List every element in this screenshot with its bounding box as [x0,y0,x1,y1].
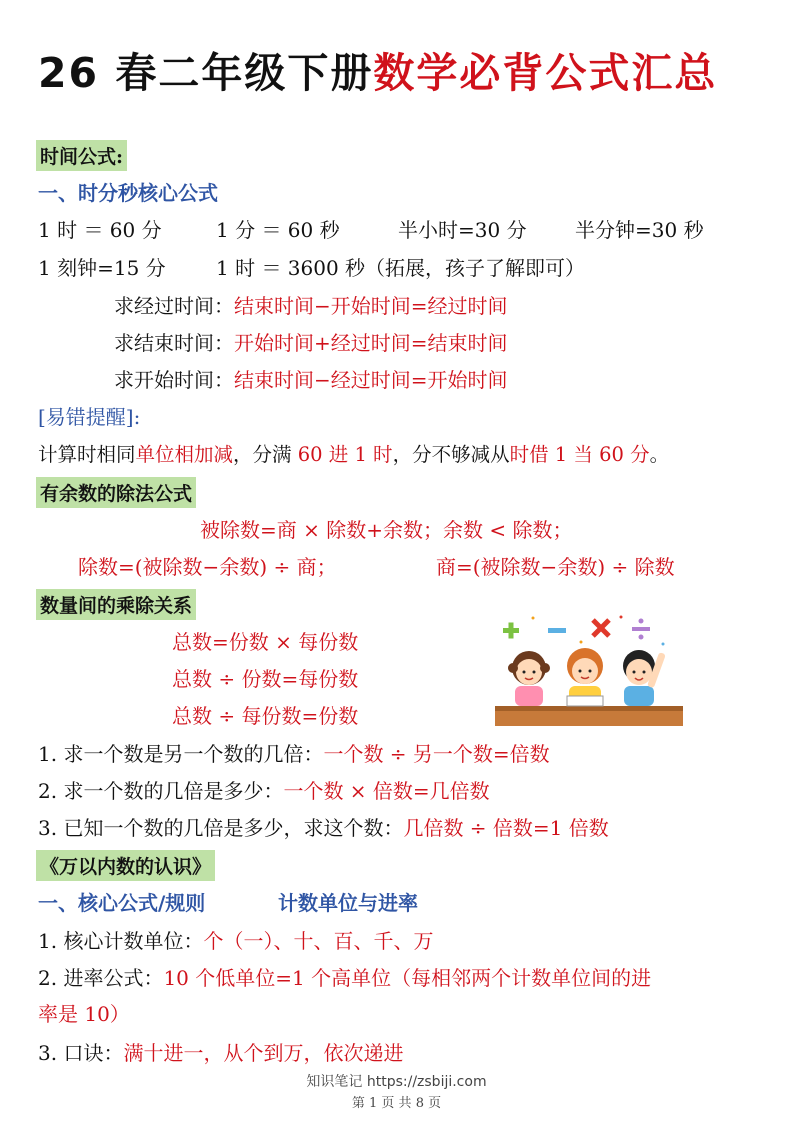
wan-point-2-cont: 率是 10） [38,1002,130,1026]
mult-formula-2: 总数 ÷ 份数=每份数 [172,667,359,691]
time-rule-2: 1 分 ＝ 60 秒 [216,218,340,242]
times-question-2 [38,775,490,804]
tip-text [38,439,669,467]
formula-label: 求开始时间： [114,368,234,392]
point-text: 满十进一，从个到万，依次递进 [123,1041,404,1065]
question-formula: 几倍数 ÷ 倍数=1 倍数 [403,816,609,840]
division-formula-2: 除数=(被除数−余数) ÷ 商； [78,555,337,579]
mult-section-header: 数量间的乘除关系 [36,589,196,620]
wan-subheading-b: 计数单位与进率 [278,891,418,915]
question-label: 3. 已知一个数的几倍是多少，求这个数： [38,816,404,840]
question-formula: 一个数 × 倍数=几倍数 [283,779,490,803]
point-text: 10 个低单位=1 个高单位（每相邻两个计数单位间的进 [163,966,652,990]
wan-point-1 [38,925,433,954]
footer-site: 知识笔记 https://zsbiji.com [306,1074,487,1090]
time-rule-3: 半小时=30 分 [398,218,527,242]
formula-label: 求经过时间： [114,294,234,318]
tip-label: [易错提醒]: [38,405,141,429]
time-subheading: 一、时分秒核心公式 [38,181,218,205]
child-left [508,651,550,706]
mult-formula-1: 总数=份数 × 每份数 [172,630,359,654]
question-label: 1. 求一个数是另一个数的几倍： [38,742,324,766]
formula-text: 结束时间−开始时间=经过时间 [234,294,508,318]
tip-part: 。 [649,443,670,466]
tip-part: 计算时相同 [38,443,136,466]
wan-point-3 [38,1037,403,1066]
mult-formula-3: 总数 ÷ 每份数=份数 [172,704,359,728]
wan-point-2 [38,962,651,991]
page-title [38,40,717,99]
wan-subheading: 一、核心公式/规则 [38,891,206,915]
time-rule-4: 半分钟=30 秒 [575,218,704,242]
point-label: 3. 口诀： [38,1041,124,1065]
time-rule-6: 1 时 ＝ 3600 秒（拓展，孩子了解即可） [216,256,586,280]
times-question-1 [38,738,550,767]
wan-section-header: 《万以内数的认识》 [36,850,215,881]
start-time-row [114,364,508,393]
divide-icon [632,619,650,640]
child-middle [567,648,603,706]
elapsed-time-row [114,290,508,319]
tip-highlight: 60 进 1 时 [297,443,393,466]
footer-page-number: 第 1 页 共 8 页 [351,1096,442,1111]
end-time-row [114,327,508,356]
kids-math-illustration [493,612,685,728]
child-right [623,650,666,706]
question-label: 2. 求一个数的几倍是多少： [38,779,284,803]
tip-highlight: 单位相加减 [135,443,234,466]
point-text: 个（一）、十、百、千、万 [203,929,434,953]
multiply-icon [593,620,609,636]
time-rule-5: 1 刻钟=15 分 [38,256,166,280]
minus-icon [548,628,566,633]
tip-part: ，分不够减从 [392,443,510,466]
times-question-3 [38,812,609,841]
tip-part: ，分满 [233,443,298,466]
time-section-header: 时间公式: [36,140,127,171]
division-formula-3: 商=(被除数−余数) ÷ 除数 [436,555,675,579]
point-label: 1. 核心计数单位： [38,929,204,953]
formula-label: 求结束时间： [114,331,234,355]
title-red: 数学必背公式汇总 [373,49,718,97]
division-section-header: 有余数的除法公式 [36,477,196,508]
formula-text: 结束时间−经过时间=开始时间 [234,368,508,392]
formula-text: 开始时间+经过时间=结束时间 [234,331,508,355]
tip-highlight: 时借 1 当 60 分 [509,443,650,466]
time-rule-1: 1 时 ＝ 60 分 [38,218,162,242]
question-formula: 一个数 ÷ 另一个数=倍数 [323,742,550,766]
plus-icon [503,623,519,639]
point-label: 2. 进率公式： [38,966,164,990]
title-black: 26 春二年级下册 [38,49,374,97]
division-formula-1: 被除数=商 × 除数+余数；余数 < 除数； [200,518,573,542]
